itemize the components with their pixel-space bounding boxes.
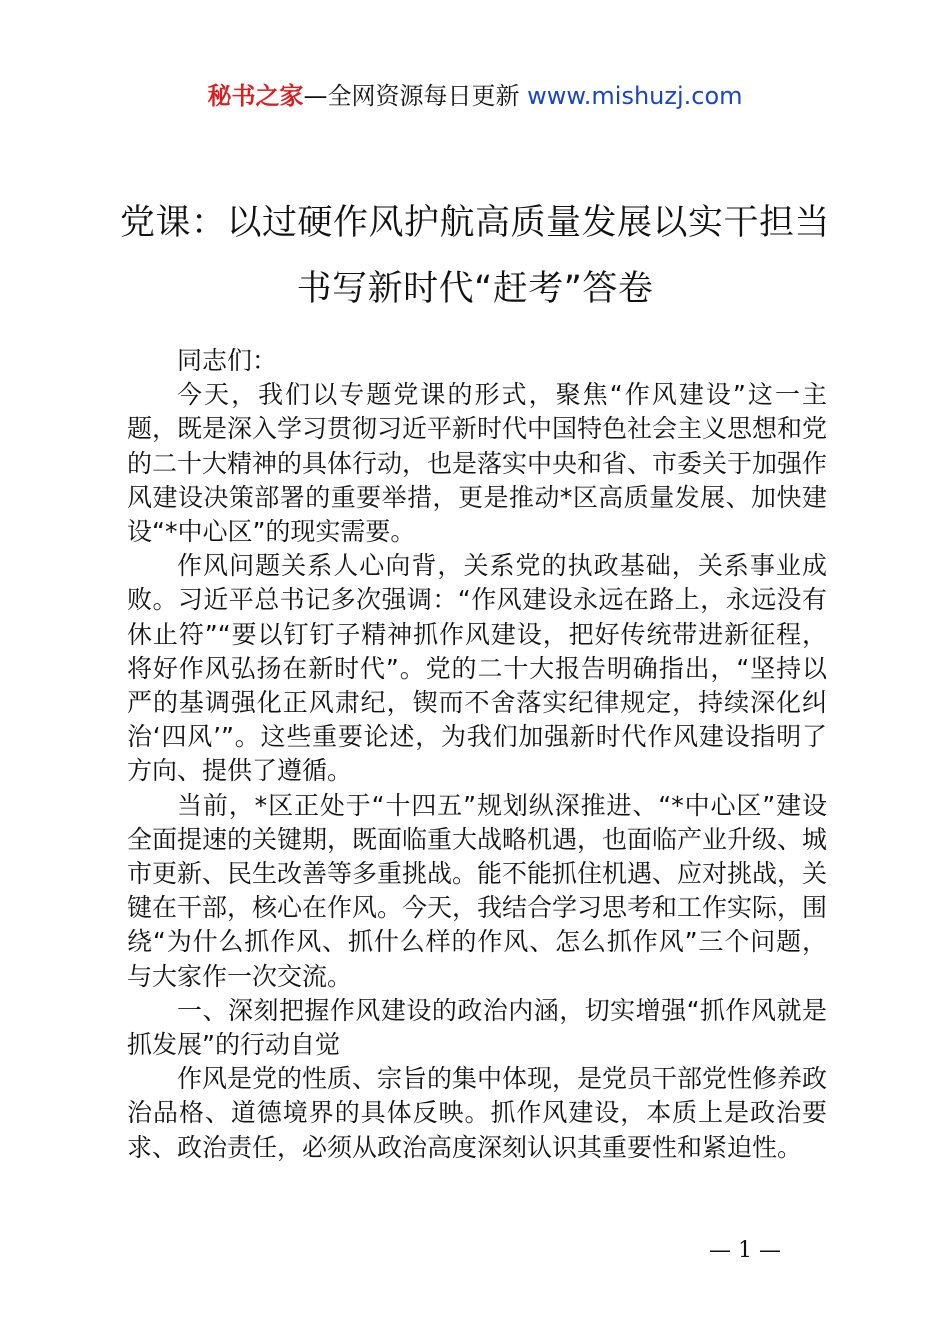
title-line-1: 党课：以过硬作风护航高质量发展以实干担当 bbox=[119, 203, 830, 243]
paragraph: 作风是党的性质、宗旨的集中体现，是党员干部党性修养政治品格、道德境界的具体反映。抓作风建设，本质上是政治要求、政治责任，必须从政治高度深刻认识其重要性和紧迫性。 bbox=[127, 1064, 828, 1162]
document-title bbox=[100, 190, 850, 322]
section-heading: 一、深刻把握作风建设的政治内涵，切实增强“抓作风就是抓发展”的行动自觉 bbox=[127, 995, 827, 1060]
paragraph: 作风问题关系人心向背，关系党的执政基础，关系事业成败。习近平总书记多次强调：“作风建设永远在路上，永远没有休止符”“要以钉钉子精神抓作风建设，把好传统带进新征程，将好作风弘扬在新时代”。党的二十大报告明确指出，“坚持以严的基调强化正风肃纪，锲而不舍落实纪律规定，持续深化纠治‘四风’”。这些重要论述，为我们加强新时代作风建设指明了方向、提供了遵循。 bbox=[127, 551, 827, 786]
paragraph: 今天，我们以专题党课的形式，聚焦“作风建设”这一主题，既是深入学习贯彻习近平新时代中国特色社会主义思想和党的二十大精神的具体行动，也是落实中央和省、市委关于加强作风建设决策部署的重要举措，更是推动*区高质量发展、加快建设“*中心区”的现实需要。 bbox=[127, 380, 828, 547]
document-body bbox=[127, 344, 827, 1165]
title-line-2: 书写新时代“赶考”答卷 bbox=[296, 269, 654, 309]
page-number: — 1 — bbox=[709, 1238, 781, 1263]
brand-name: 秘书之家 bbox=[207, 82, 304, 110]
header-tagline: —全网资源每日更新 bbox=[303, 82, 528, 110]
site-url[interactable]: www.mishuzj.com bbox=[527, 82, 743, 110]
site-header bbox=[0, 80, 950, 112]
paragraph: 当前，*区正处于“十四五”规划纵深推进、“*中心区”建设全面提速的关键期，既面临重大战略机遇，也面临产业升级、城市更新、民生改善等多重挑战。能不能抓住机遇、应对挑战，关键在干部，核心在作风。今天，我结合学习思考和工作实际，围绕“为什么抓作风、抓什么样的作风、怎么抓作风”三个问题，与大家作一次交流。 bbox=[127, 790, 828, 991]
salutation: 同志们： bbox=[177, 346, 278, 375]
